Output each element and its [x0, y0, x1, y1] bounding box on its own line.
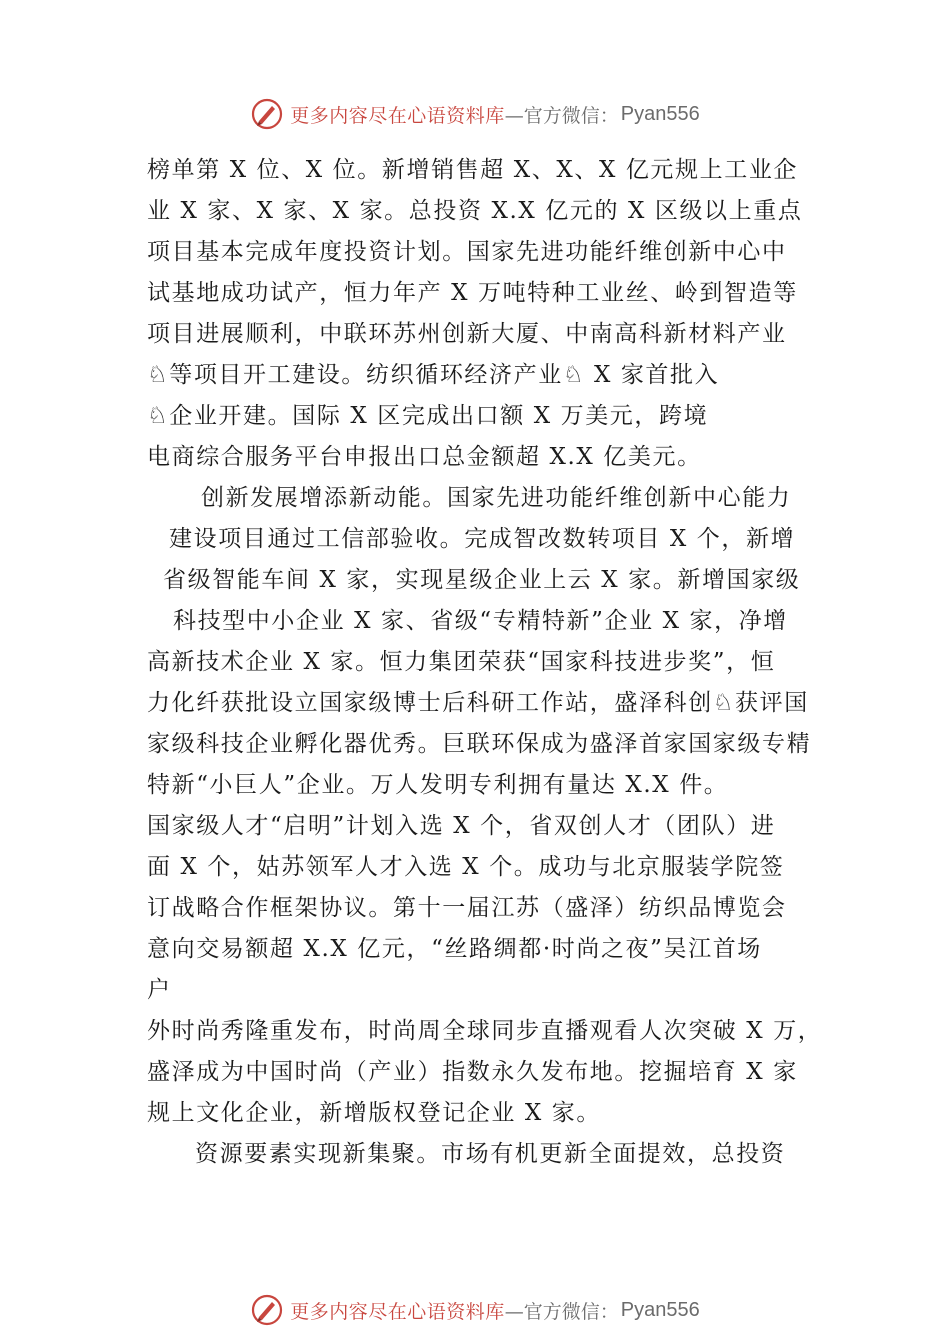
text-line: 户	[147, 977, 172, 1003]
paragraph-start: 资源要素实现新集聚。市场有机更新全面提效，总投资	[195, 1141, 786, 1167]
text-line: 业 X 家、X 家、X 家。总投资 X.X 亿元的 X 区级以上重点	[147, 198, 803, 224]
watermark-footer	[0, 1290, 950, 1330]
text-line: 建设项目通过工信部验收。完成智改数转项目 X 个，新增	[169, 526, 796, 552]
pen-logo-icon	[250, 97, 284, 131]
text-line: 力化纤获批设立国家级博士后科研工作站，盛泽科创♘获评国	[147, 690, 809, 716]
watermark-header	[0, 94, 950, 134]
text-line: 面 X 个，姑苏领军人才入选 X 个。成功与北京服装学院签	[147, 854, 785, 880]
watermark-wechat-id: Pyan556	[620, 1298, 700, 1321]
text-line: 盛泽成为中国时尚（产业）指数永久发布地。挖掘培育 X 家	[147, 1059, 798, 1085]
text-line: 规上文化企业，新增版权登记企业 X 家。	[147, 1100, 601, 1126]
text-line: 省级智能车间 X 家，实现星级企业上云 X 家。新增国家级	[163, 567, 801, 593]
text-line: 电商综合服务平台申报出口总金额超 X.X 亿美元。	[147, 444, 702, 470]
text-line: 高新技术企业 X 家。恒力集团荣获“国家科技进步奖”，恒	[147, 649, 776, 675]
text-line: 项目进展顺利，中联环苏州创新大厦、中南高科新材料产业	[147, 321, 787, 347]
text-line: 家级科技企业孵化器优秀。巨联环保成为盛泽首家国家级专精	[147, 731, 812, 757]
watermark-label: —官方微信：	[504, 104, 619, 127]
text-line: 国家级人才“启明”计划入选 X 个，省双创人才（团队）进	[147, 813, 776, 839]
pen-logo-icon	[250, 1293, 284, 1327]
text-line: 试基地成功试产，恒力年产 X 万吨特种工业丝、岭到智造等	[147, 280, 798, 306]
text-line: 意向交易额超 X.X 亿元，“丝路绸都·时尚之夜”吴江首场	[147, 936, 762, 962]
watermark-wechat-id: Pyan556	[620, 102, 700, 125]
text-line: 项目基本完成年度投资计划。国家先进功能纤维创新中心中	[147, 239, 787, 265]
watermark-title: 更多内容尽在心语资料库	[290, 1300, 505, 1323]
text-line: 科技型中小企业 X 家、省级“专精特新”企业 X 家，净增	[173, 608, 788, 634]
watermark-title: 更多内容尽在心语资料库	[290, 104, 505, 127]
text-line: 特新“小巨人”企业。万人发明专利拥有量达 X.X 件。	[147, 772, 729, 798]
watermark-label: —官方微信：	[504, 1300, 619, 1323]
text-line: ♘企业开建。国际 X 区完成出口额 X 万美元，跨境	[147, 403, 709, 429]
document-body	[147, 150, 823, 1175]
text-line: ♘等项目开工建设。纺织循环经济产业♘ X 家首批入	[147, 362, 720, 388]
paragraph-start: 创新发展增添新动能。国家先进功能纤维创新中心能力	[201, 485, 792, 511]
text-line: 榜单第 X 位、X 位。新增销售超 X、X、X 亿元规上工业企	[147, 157, 799, 183]
text-line: 外时尚秀隆重发布，时尚周全球同步直播观看人次突破 X 万，	[147, 1018, 823, 1044]
text-line: 订战略合作框架协议。第十一届江苏（盛泽）纺织品博览会	[147, 895, 787, 921]
